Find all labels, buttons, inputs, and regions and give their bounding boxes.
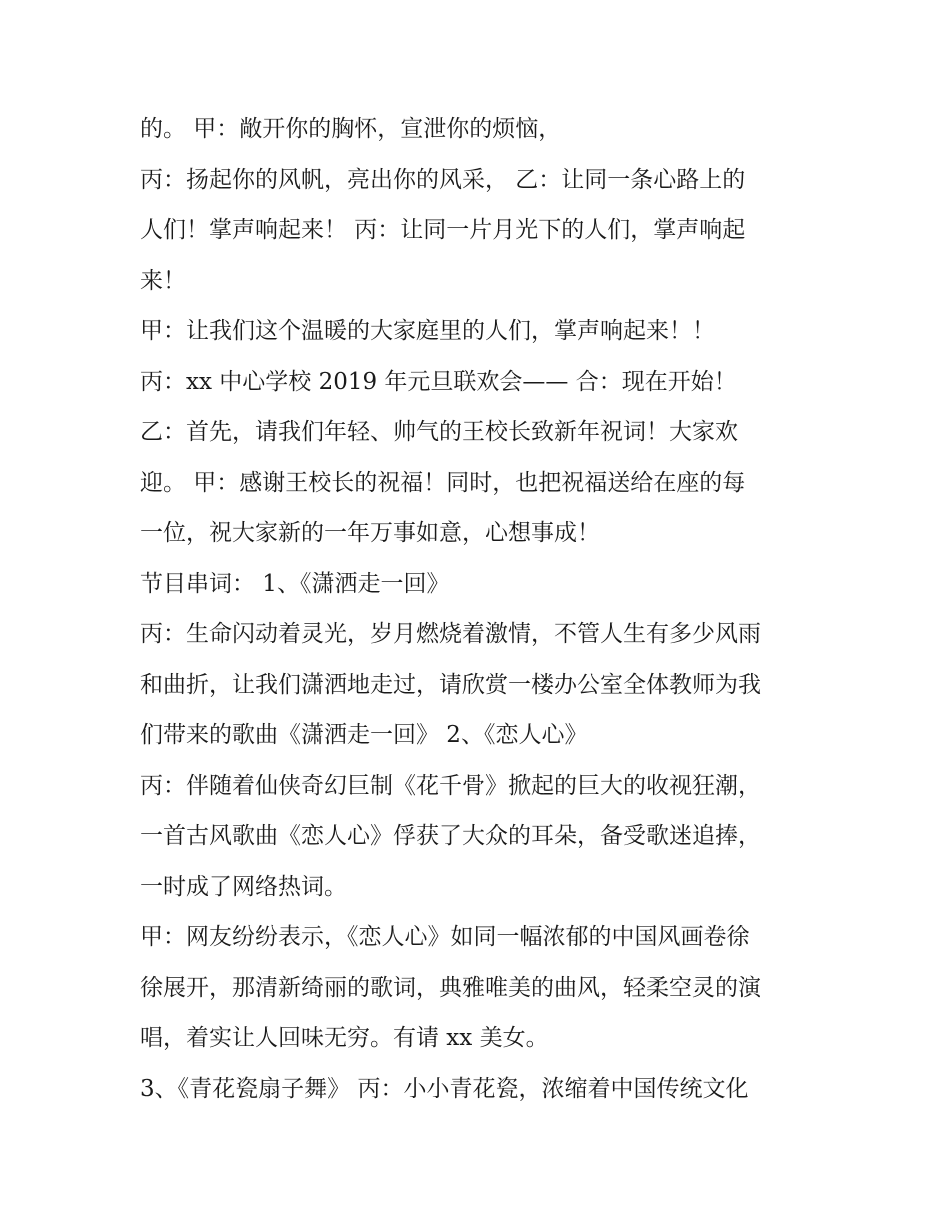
text-line: 丙：xx 中心学校 2019 年元旦联欢会—— 合：现在开始！ [140,368,737,395]
text-line: 徐展开，那清新绮丽的歌词，典雅唯美的曲风，轻柔空灵的演 [140,974,761,1001]
text-line: 一首古风歌曲《恋人心》俘获了大众的耳朵，备受歌迷追捧， [140,823,761,849]
text-line: 甲：让我们这个温暖的大家庭里的人们，掌声响起来！！ [140,318,715,344]
text-line: 甲：网友纷纷表示，《恋人心》如同一幅浓郁的中国风画卷徐 [140,924,750,950]
text-line: 丙：生命闪动着灵光，岁月燃烧着激情，不管人生有多少风雨 [140,621,761,647]
text-line: 们带来的歌曲《潇洒走一回》 2、《恋人心》 [140,722,588,748]
text-line: 丙：扬起你的风帆，亮出你的风采， 乙：让同一条心路上的 [140,166,746,193]
document-body [140,104,820,1114]
text-line: 迎。 甲：感谢王校长的祝福！同时，也把祝福送给在座的每 [140,469,746,496]
text-line: 来！ [140,267,186,294]
text-line: 和曲折，让我们潇洒地走过，请欣赏一楼办公室全体教师为我 [140,671,761,698]
text-line: 唱，着实让人回味无穷。有请 xx 美女。 [140,1025,549,1051]
text-line: 3、《青花瓷扇子舞》 丙：小小青花瓷，浓缩着中国传统文化 [140,1075,749,1102]
text-line: 乙：首先，请我们年轻、帅气的王校长致新年祝词！大家欢 [140,419,738,445]
text-line: 丙：伴随着仙侠奇幻巨制《花千骨》掀起的巨大的收视狂潮， [140,772,761,799]
text-line: 一时成了网络热词。 [140,873,347,900]
text-line: 的。 甲：敞开你的胸怀，宣泄你的烦恼， [140,116,562,142]
text-line: 一位，祝大家新的一年万事如意，心想事成！ [140,520,600,546]
text-line: 节目串词： 1、《潇洒走一回》 [140,570,450,597]
text-line: 人们！掌声响起来！ 丙：让同一片月光下的人们，掌声响起 [140,217,746,243]
